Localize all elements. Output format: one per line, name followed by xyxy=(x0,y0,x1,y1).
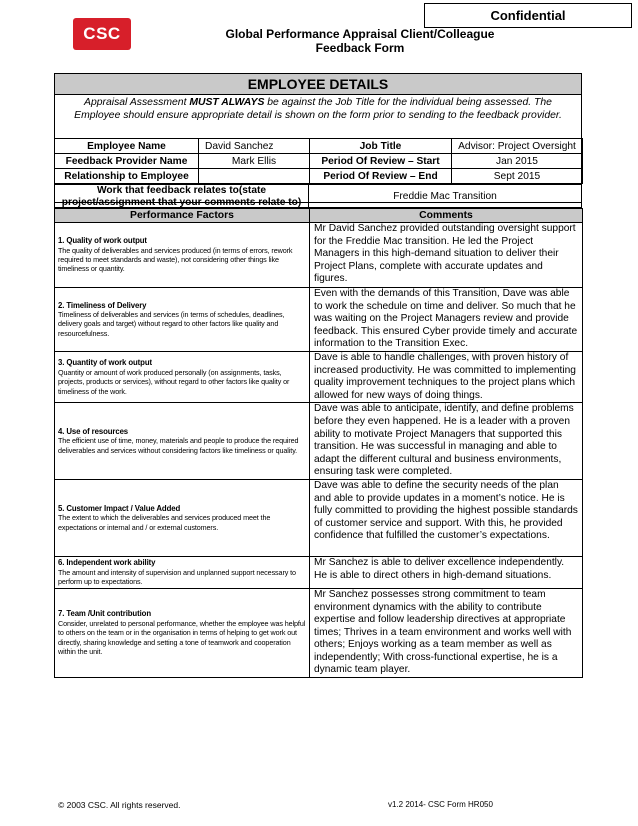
table-row xyxy=(55,479,583,556)
factor-description: The extent to which the deliverables and services produced meet the expectations or internal and / or external customers. xyxy=(58,513,271,532)
copyright-notice: © 2003 CSC. All rights reserved. xyxy=(58,800,181,810)
comment-cell[interactable]: Dave was able to define the security needs of the plan and able to provide updates in a moment’s notice. He is fully committed to providing the highest possible standards of customer service and support. With this, he provided confidence that fulfilled the customer’s expectations. xyxy=(310,479,583,556)
table-row xyxy=(55,403,583,480)
factor-description: The amount and intensity of supervision and unplanned support necessary to perform up to expectations. xyxy=(58,567,296,587)
table-row xyxy=(55,588,583,677)
factor-description: Timeliness of deliverables and services (in terms of schedules, deadlines, delivery goals and target) without regard to other factors like quality and resourcefulness. xyxy=(58,310,285,338)
table-row xyxy=(55,288,583,352)
confidential-label: Confidential xyxy=(424,3,632,28)
performance-factors-header: Performance Factors xyxy=(55,209,310,223)
table-row xyxy=(55,351,583,402)
period-start-value[interactable]: Jan 2015 xyxy=(452,154,583,169)
factor-description: Consider, unrelated to personal performance, whether the employee was helpful to others on the team or in the organisation in terms of helping to get work out directly, sharing knowledge and setting a tone of teamwork and cooperation within the unit. xyxy=(58,618,306,657)
period-end-label: Period Of Review – End xyxy=(310,169,452,184)
employee-info-table xyxy=(54,138,583,184)
relationship-label: Relationship to Employee xyxy=(55,169,199,184)
form-identifier: v1.2 2014- CSC Form HR050 xyxy=(388,800,493,809)
factor-description: The efficient use of time, money, materials and people to produce the required deliverables and services without considering factors like timeliness or quality. xyxy=(58,436,299,455)
performance-table xyxy=(54,208,583,678)
comment-cell[interactable]: Even with the demands of this Transition, Dave was able to work the schedule on time and deliver. So much that he was waiting on the Project Managers review and provide feedback. This ensured Cyber provide timely and accurate information to the Transition Exec. xyxy=(310,288,583,352)
comment-cell[interactable]: Mr Sanchez possesses strong commitment to team environment dynamics with the ability to contribute expertise and follow leadership directives at appropriate times; Thrives in a team environment and works well with others; Enjoys working as a team member as well as independently; With cross-functional expertise, he is a dynamic team player. xyxy=(310,588,583,677)
factor-cell xyxy=(55,288,310,352)
comments-header: Comments xyxy=(310,209,583,223)
factor-cell xyxy=(55,351,310,402)
job-title-value[interactable]: Advisor: Project Oversight xyxy=(452,139,583,154)
comment-cell[interactable]: Mr David Sanchez provided outstanding oversight support for the Freddie Mac transition. He led the Project Managers in this high-demand situation to deliver their Project Plans, complete with accurate updates and figures. xyxy=(310,223,583,288)
table-row xyxy=(55,223,583,288)
factor-description: The quality of deliverables and services produced (in terms of errors, rework required to meet standards and waste), not considering other things like timeliness or quantity. xyxy=(58,245,293,274)
factor-cell xyxy=(55,479,310,556)
factor-title: 1. Quality of work output xyxy=(58,236,147,246)
assessment-instruction xyxy=(60,97,576,122)
info-row xyxy=(55,169,583,184)
factor-title: 3. Quantity of work output xyxy=(58,358,152,368)
factor-title: 6. Independent work ability xyxy=(58,558,156,568)
factor-cell xyxy=(55,223,310,288)
comment-cell[interactable]: Mr Sanchez is able to deliver excellence independently. He is able to direct others in high-demand situations. xyxy=(310,556,583,588)
feedback-provider-value[interactable]: Mark Ellis xyxy=(199,154,310,169)
comment-cell[interactable]: Dave was able to anticipate, identify, and define problems before they even happened. He is a leader with a proven ability to motivate Project Managers that supported this transition. He was successful in managing and able to adapt the different cultural and business environments, ensuring task were completed. xyxy=(310,403,583,480)
info-row xyxy=(55,154,583,169)
factor-cell xyxy=(55,588,310,677)
form-title-line2: Feedback Form xyxy=(315,41,405,55)
relationship-value[interactable] xyxy=(199,169,310,184)
factor-title: 4. Use of resources xyxy=(58,427,129,437)
instruction-pre: Appraisal Assessment xyxy=(84,97,190,108)
job-title-label: Job Title xyxy=(310,139,452,154)
work-feedback-label: Work that feedback relates to(state project/assignment that your comments relate to) xyxy=(54,184,309,208)
info-row xyxy=(55,139,583,154)
period-start-label: Period Of Review – Start xyxy=(310,154,452,169)
feedback-provider-label: Feedback Provider Name xyxy=(55,154,199,169)
factor-description: Quantity or amount of work produced personally (on assignments, tasks, projects, products or services), without regard to other factors like quality or timeliness of the work. xyxy=(58,367,290,396)
factor-title: 2. Timeliness of Delivery xyxy=(58,300,147,310)
factor-title: 5. Customer Impact / Value Added xyxy=(58,503,181,513)
factor-cell xyxy=(55,556,310,588)
factor-cell xyxy=(55,403,310,480)
instruction-post: be against the Job Title for the individual being assessed. The Employee should ensure appropriate detail is shown on the form prior to sending to the feedback provider. xyxy=(74,97,562,121)
employee-details-heading: EMPLOYEE DETAILS xyxy=(54,73,582,95)
employee-name-label: Employee Name xyxy=(55,139,199,154)
logo-text: CSC xyxy=(83,24,121,43)
factor-title: 7. Team /Unit contribution xyxy=(58,609,151,619)
form-title xyxy=(160,27,560,55)
comment-cell[interactable]: Dave is able to handle challenges, with proven history of increased productivity. He was committed to implementing quality improvement techniques to the project plans which allowed for new ways of doing things. xyxy=(310,351,583,402)
instruction-emphasis: MUST ALWAYS xyxy=(189,97,265,108)
csc-logo xyxy=(73,18,131,50)
form-title-line1: Global Performance Appraisal Client/Colleague xyxy=(225,27,495,41)
work-feedback-value[interactable]: Freddie Mac Transition xyxy=(308,184,582,208)
performance-header-row xyxy=(55,209,583,223)
employee-name-value[interactable]: David Sanchez xyxy=(199,139,310,154)
table-row xyxy=(55,556,583,588)
period-end-value[interactable]: Sept 2015 xyxy=(452,169,583,184)
